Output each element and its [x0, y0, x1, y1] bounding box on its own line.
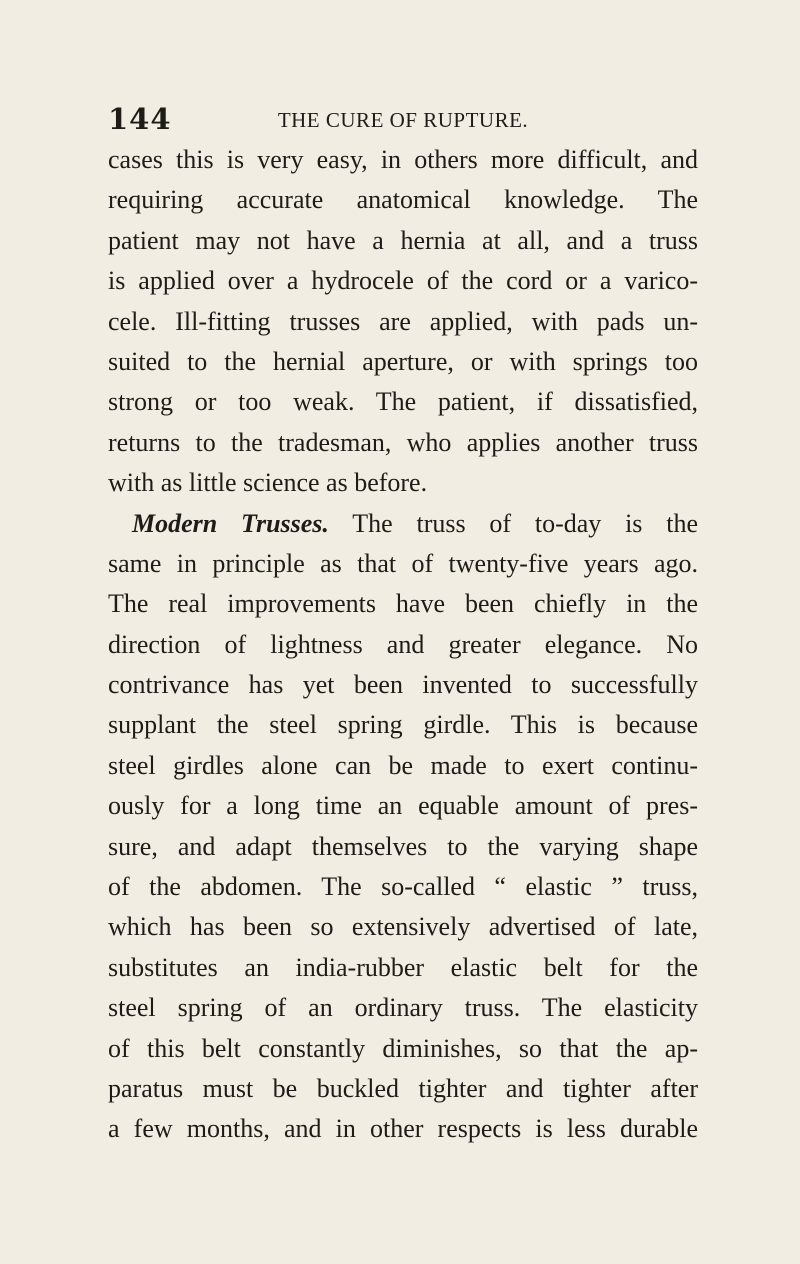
text-line: which has been so extensively advertised of late, [108, 912, 698, 942]
section-first-line [108, 504, 698, 544]
text-line: supplant the steel spring girdle. This is because [108, 710, 698, 740]
text-line: paratus must be buckled tighter and tighter after [108, 1073, 698, 1103]
body-text [108, 140, 698, 1150]
running-head [108, 102, 698, 142]
text-line: patient may not have a hernia at all, and a truss [108, 225, 698, 255]
text-line: suited to the hernial aperture, or with springs too [108, 346, 698, 376]
section-heading: Modern Trusses. [132, 508, 329, 538]
section-first-line-rest: The truss of to-day is the [328, 508, 698, 538]
page-number: 144 [108, 102, 172, 136]
text-line: direction of lightness and greater elegance. No [108, 629, 698, 659]
text-line: sure, and adapt themselves to the varying shape [108, 831, 698, 861]
text-line: strong or too weak. The patient, if dissatisfied, [108, 387, 698, 417]
text-line: cases this is very easy, in others more difficult, and [108, 145, 698, 174]
text-line: steel spring of an ordinary truss. The elasticity [108, 993, 698, 1023]
text-line: same in principle as that of twenty-five years ago. [108, 548, 698, 578]
text-line: of this belt constantly diminishes, so that the ap- [108, 1033, 698, 1063]
text-line: is applied over a hydrocele of the cord or a varico- [108, 266, 698, 296]
text-line: substitutes an india-rubber elastic belt for the [108, 952, 698, 982]
text-line: with as little science as before. [108, 468, 428, 498]
text-line: The real improvements have been chiefly in the [108, 589, 698, 619]
text-line: a few months, and in other respects is less durable [108, 1114, 698, 1144]
text-line: returns to the tradesman, who applies another truss [108, 427, 698, 457]
text-line: contrivance has yet been invented to successfully [108, 670, 698, 700]
running-title: THE CURE OF RUPTURE. [277, 108, 529, 132]
text-line: steel girdles alone can be made to exert continu- [108, 750, 698, 780]
text-line: requiring accurate anatomical knowledge. The [108, 185, 698, 215]
text-line: ously for a long time an equable amount of pres- [108, 791, 698, 821]
text-line: cele. Ill-fitting trusses are applied, with pads un- [108, 306, 698, 336]
text-line: of the abdomen. The so-called “ elastic ” truss, [108, 872, 698, 902]
